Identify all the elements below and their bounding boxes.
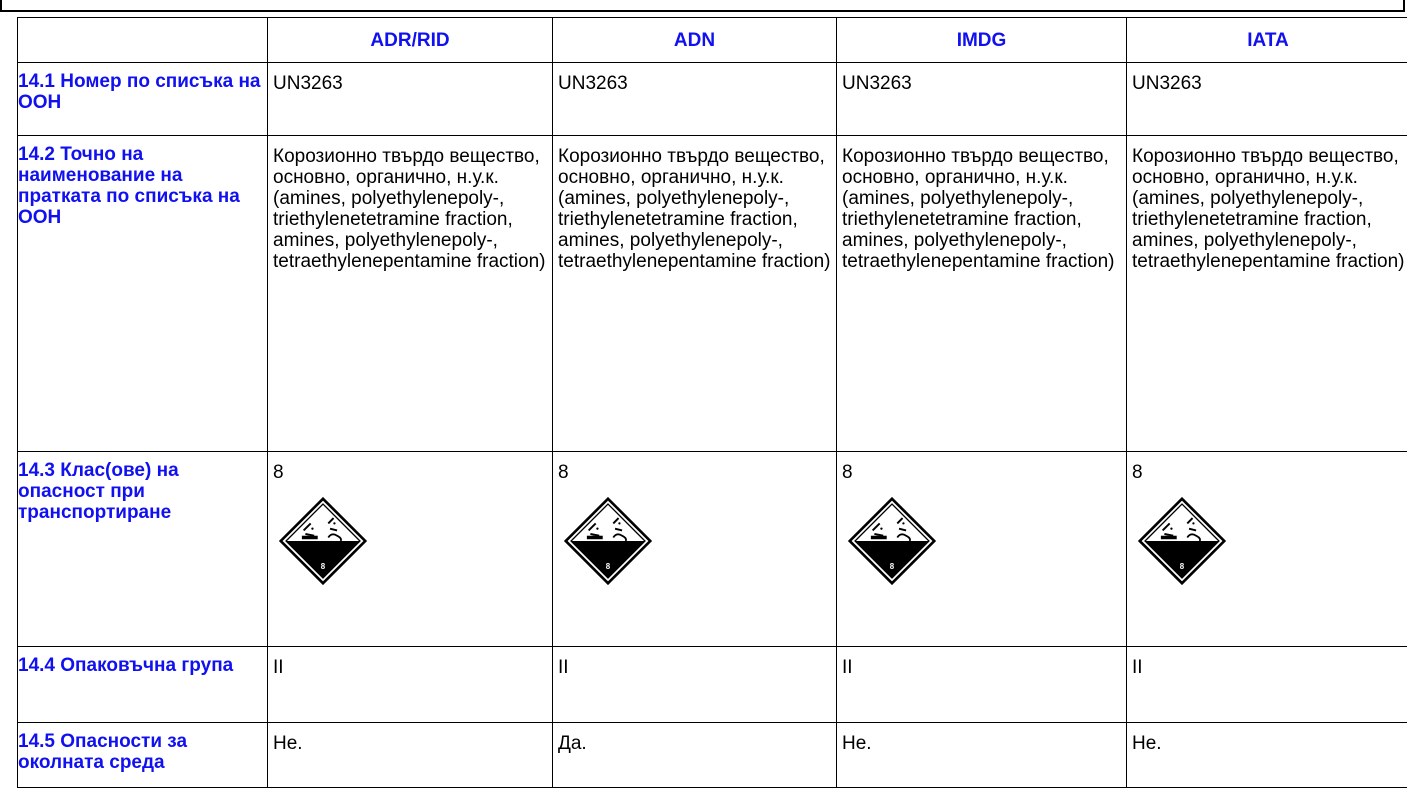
- cell-adr-rid-packing-group: II: [268, 647, 553, 723]
- table-header-row: [18, 18, 1407, 63]
- table-row-hazard-class: [18, 452, 1407, 647]
- column-header-adn: ADN: [553, 18, 837, 63]
- cell-adr-rid-environmental-hazards: Не.: [268, 723, 553, 788]
- column-header-iata: IATA: [1127, 18, 1407, 63]
- column-header-imdg: IMDG: [837, 18, 1127, 63]
- placard-class-number: 8: [1179, 562, 1185, 572]
- column-header-adr-rid: ADR/RID: [268, 18, 553, 63]
- row-label-environmental-hazards: 14.5 Опасности за околната среда: [18, 723, 268, 788]
- cell-adr-rid-shipping-name: Корозионно твърдо вещество, основно, органично, н.у.к. (amines, polyethylenepoly-, triethylenetetramine fraction, amines, polyethylenepoly-, tetraethylenepentamine fraction): [268, 136, 553, 452]
- table-row-un-number: [18, 63, 1407, 136]
- cell-imdg-un-number: UN3263: [837, 63, 1127, 136]
- cell-adn-shipping-name: Корозионно твърдо вещество, основно, органично, н.у.к. (amines, polyethylenepoly-, triethylenetetramine fraction, amines, polyethylenepoly-, tetraethylenepentamine fraction): [553, 136, 837, 452]
- cell-adr-rid-un-number: UN3263: [268, 63, 553, 136]
- placard-class-number: 8: [889, 562, 895, 572]
- hazard-class-value: 8: [273, 462, 284, 483]
- row-label-hazard-class: 14.3 Клас(ове) на опасност при транспортиране: [18, 452, 268, 647]
- cell-iata-environmental-hazards: Не.: [1127, 723, 1407, 788]
- cell-adn-environmental-hazards: Да.: [553, 723, 837, 788]
- cell-iata-shipping-name: Корозионно твърдо вещество, основно, органично, н.у.к. (amines, polyethylenepoly-, triethylenetetramine fraction, amines, polyethylenepoly-, tetraethylenepentamine fraction): [1127, 136, 1407, 452]
- table-row-environmental-hazards: [18, 723, 1407, 788]
- corrosive-placard-icon: [848, 497, 936, 585]
- hazard-class-value: 8: [558, 462, 569, 483]
- cell-iata-packing-group: II: [1127, 647, 1407, 723]
- cell-adr-rid-hazard-class: [268, 452, 553, 647]
- table-row-shipping-name: [18, 136, 1407, 452]
- cell-adn-hazard-class: [553, 452, 837, 647]
- cell-imdg-environmental-hazards: Не.: [837, 723, 1127, 788]
- hazard-class-value: 8: [842, 462, 853, 483]
- hazard-class-value: 8: [1132, 462, 1143, 483]
- table-row-packing-group: [18, 647, 1407, 723]
- top-frame-border: [0, 0, 1405, 12]
- row-label-un-number: 14.1 Номер по списъка на ООН: [18, 63, 268, 136]
- row-label-packing-group: 14.4 Опаковъчна група: [18, 647, 268, 723]
- corrosive-placard-icon: [1138, 497, 1226, 585]
- placard-class-number: 8: [605, 562, 611, 572]
- cell-imdg-packing-group: II: [837, 647, 1127, 723]
- placard-class-number: 8: [320, 562, 326, 572]
- cell-imdg-hazard-class: [837, 452, 1127, 647]
- row-label-shipping-name: 14.2 Точно на наименование на пратката по списъка на ООН: [18, 136, 268, 452]
- cell-iata-hazard-class: [1127, 452, 1407, 647]
- header-corner-cell: [18, 18, 268, 63]
- cell-adn-un-number: UN3263: [553, 63, 837, 136]
- cell-iata-un-number: UN3263: [1127, 63, 1407, 136]
- corrosive-placard-icon: [279, 497, 367, 585]
- transport-info-table: [17, 17, 1407, 788]
- cell-imdg-shipping-name: Корозионно твърдо вещество, основно, органично, н.у.к. (amines, polyethylenepoly-, triethylenetetramine fraction, amines, polyethylenepoly-, tetraethylenepentamine fraction): [837, 136, 1127, 452]
- corrosive-placard-icon: [564, 497, 652, 585]
- cell-adn-packing-group: II: [553, 647, 837, 723]
